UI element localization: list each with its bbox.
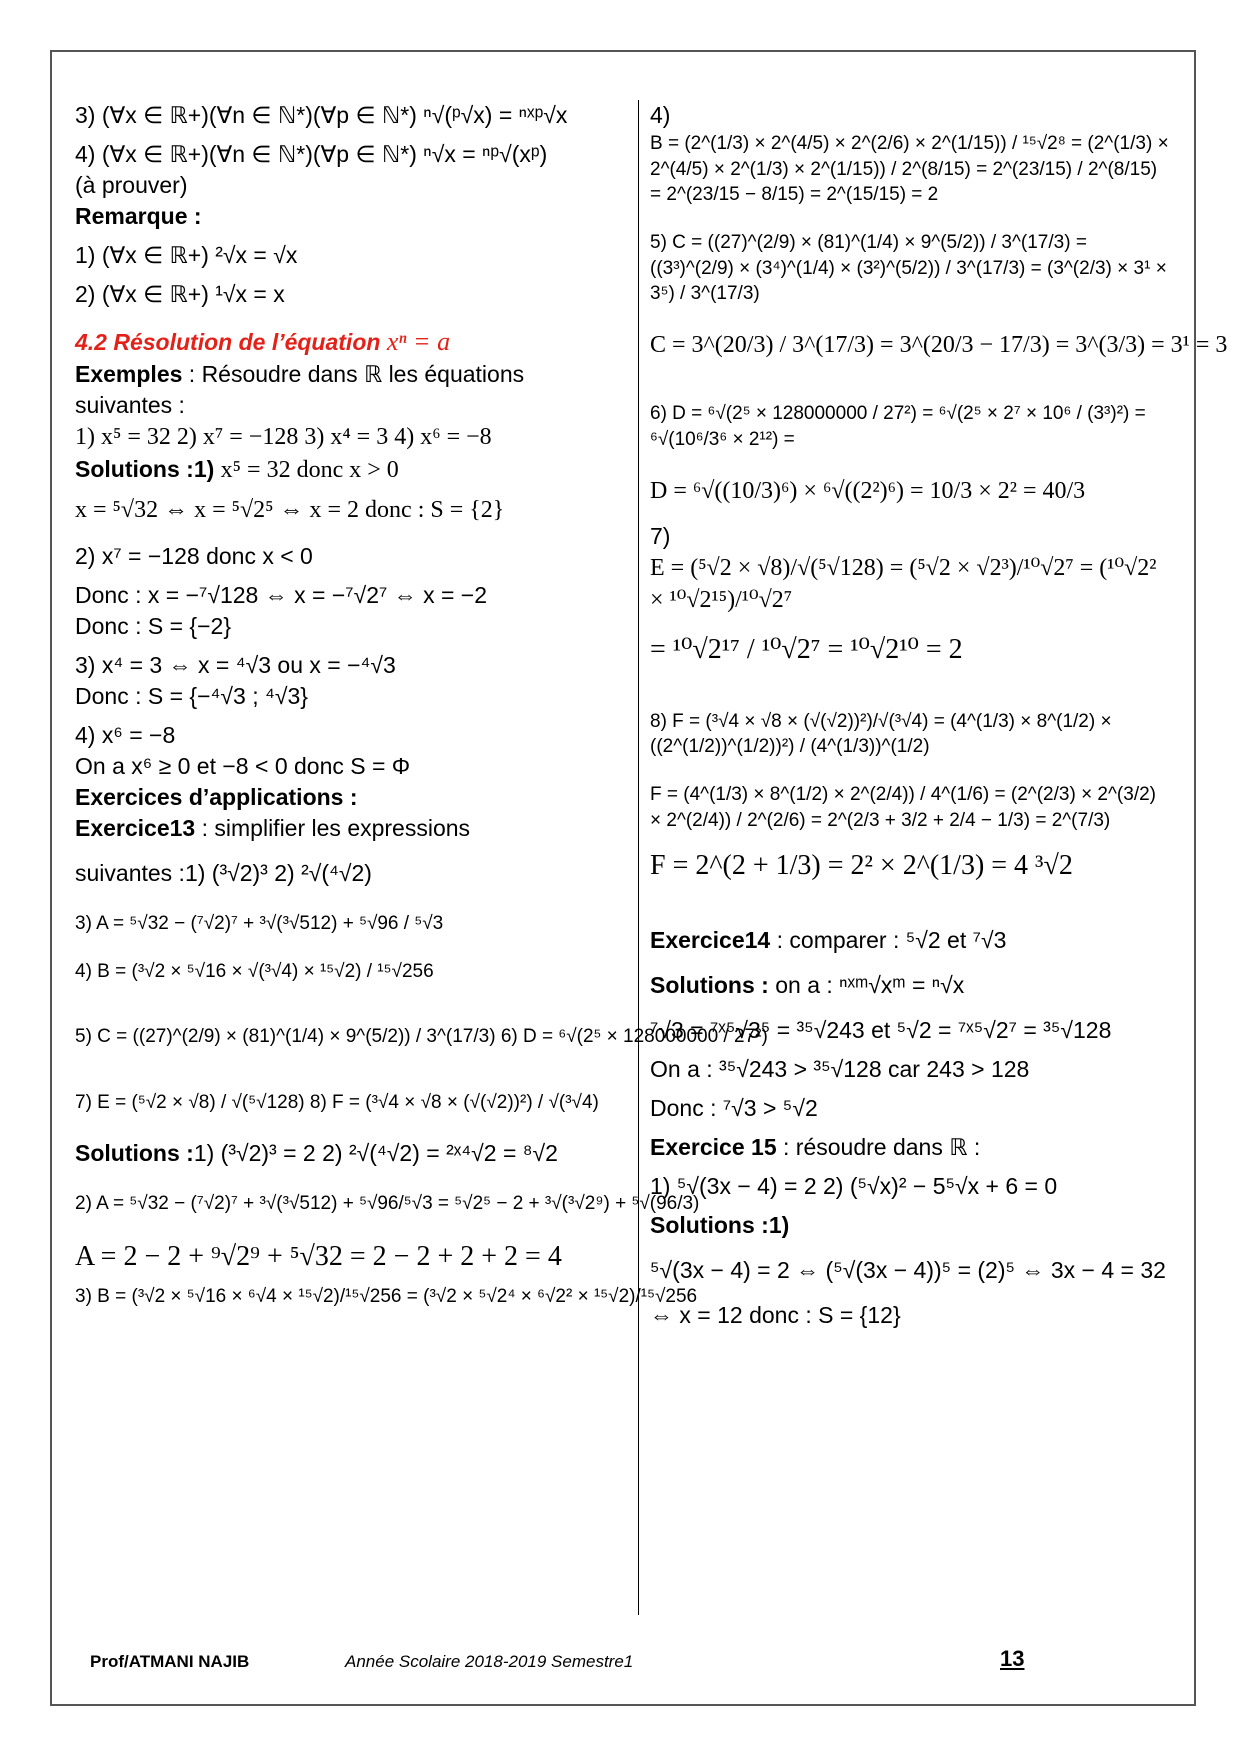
solution-2c: Donc : S = {−2} (75, 612, 232, 639)
section-title-text: 4.2 Résolution de l’équation (75, 329, 381, 356)
solution-3b: Donc : S = {−⁴√3 ; ⁴√3} (75, 682, 308, 709)
solutions13-label: Solutions : (75, 1139, 194, 1166)
r8-step: F = (4^(1/3) × 8^(1/2) × 2^(2/4)) / 4^(1/6) = (2^(2/3) × 2^(3/2) × 2^(2/4)) / 2^(2/6) = 2^(2/3 + 3/2 + 2/4 − 1/3) = 2^(7/3) (650, 783, 1156, 831)
exercice13-item-3: 3) A = ⁵√32 − (⁷√2)⁷ + ³√(³√512) + ⁵√96 / ⁵√3 (75, 913, 444, 935)
page-number: 13 (1000, 1646, 1025, 1671)
remark-2: 2) (∀x ∈ ℝ+) ¹√x = x (75, 281, 285, 308)
exemples-label: Exemples (75, 361, 183, 388)
example-equations: 1) x⁵ = 32 2) x⁷ = −128 3) x⁴ = 3 4) x⁶ = −8 (75, 424, 492, 451)
footer-year: Année Scolaire 2018-2019 Semestre1 (345, 1652, 634, 1671)
to-prove: (à prouver) (75, 172, 188, 199)
column-divider (638, 100, 639, 1615)
solution-3a: 3) x⁴ = 3 ⇔ x = ⁴√3 ou x = −⁴√3 (75, 651, 396, 678)
right-column (650, 100, 1228, 1331)
solution-2b: Donc : x = −⁷√128 ⇔ x = −⁷√2⁷ ⇔ x = −2 (75, 581, 488, 608)
solution-4b: On a x⁶ ≥ 0 et −8 < 0 donc S = Φ (75, 752, 411, 779)
exercice13-items-1-2: suivantes :1) (³√2)³ 2) ²√(⁴√2) (75, 860, 372, 887)
r7-expression: E = (⁵√2 × √8)/√(⁵√128) = (⁵√2 × √2³)/¹⁰√2⁷ = (¹⁰√2² × ¹⁰√2¹⁵)/¹⁰√2⁷ (650, 555, 1157, 614)
solution13-A-result: A = 2 − 2 + ⁹√2⁹ + ⁵√32 = 2 − 2 + 2 + 2 = 4 (75, 1241, 562, 1273)
r4-label: 4) (650, 102, 671, 128)
exercice13-text: : simplifier les expressions (195, 815, 471, 842)
exercice14-text: : comparer : ⁵√2 et ⁷√3 (770, 926, 1007, 953)
r6-result: D = ⁶√((10/3)⁶) × ⁶√((2²)⁶) = 10/3 × 2² = 40/3 (650, 477, 1086, 504)
r8-result: F = 2^(2 + 1/3) = 2² × 2^(1/3) = 4 ³√2 (650, 850, 1073, 882)
r7-label: 7) (650, 522, 671, 549)
remarque-heading: Remarque : (75, 203, 202, 230)
exercice13-label: Exercice13 (75, 815, 196, 842)
exercice13-item-4: 4) B = (³√2 × ⁵√16 × √(³√4) × ¹⁵√2) / ¹⁵√256 (75, 960, 434, 982)
exercice15-label: Exercice 15 (650, 1134, 777, 1161)
solution-2a: 2) x⁷ = −128 donc x < 0 (75, 542, 313, 569)
solutions-label: Solutions :1) (75, 455, 215, 482)
exercice14-step-b: On a : ³⁵√243 > ³⁵√128 car 243 > 128 (650, 1056, 1030, 1083)
exemples-text: : Résoudre dans ℝ les équations (182, 361, 525, 388)
exercice15-solutions-label: Solutions :1) (650, 1212, 790, 1239)
exercice13-items-5-6: 5) C = ((27)^(2/9) × (81)^(1/4) × 9^(5/2)) / 3^(17/3) 6) D = ⁶√(2⁵ × 128000000 / 27²) (75, 1026, 768, 1048)
exercice15-equations: 1) ⁵√(3x − 4) = 2 2) (⁵√x)² − 5⁵√x + 6 = 0 (650, 1173, 1058, 1200)
property-4: 4) (∀x ∈ ℝ+)(∀n ∈ ℕ*)(∀p ∈ ℕ*) ⁿ√x = ⁿᵖ√(xᵖ) (75, 141, 548, 168)
property-3: 3) (∀x ∈ ℝ+)(∀n ∈ ℕ*)(∀p ∈ ℕ*) ⁿ√(ᵖ√x) = ⁿˣᵖ√x (75, 102, 568, 128)
r4-expression: B = (2^(1/3) × 2^(4/5) × 2^(2/6) × 2^(1/15)) / ¹⁵√2⁸ = (2^(1/3) × 2^(4/5) × 2^(1/3) × 2^(1/15)) / 2^(8/15) = 2^(23/15) / 2^(8/15) = 2^(23/15 − 8/15) = 2^(15/15) = 2 (650, 133, 1169, 206)
r5-expression: 5) C = ((27)^(2/9) × (81)^(1/4) × 9^(5/2)) / 3^(17/3) = ((3³)^(2/9) × (3⁴)^(1/4) × (3²)^(5/2)) / 3^(17/3) = (3^(2/3) × 3¹ × 3⁵) / 3^(17/3) (650, 231, 1167, 305)
exercice14-conclusion: Donc : ⁷√3 > ⁵√2 (650, 1095, 818, 1122)
section-title (75, 324, 625, 359)
footer-author: Prof/ATMANI NAJIB (90, 1652, 250, 1671)
exercice15-result: ⇔ x = 12 donc : S = {12} (650, 1302, 901, 1329)
exercice14-solutions-label: Solutions : (650, 971, 769, 998)
remark-1: 1) (∀x ∈ ℝ+) ²√x = √x (75, 242, 298, 269)
solutions13-1-2: 1) (³√2)³ = 2 2) ²√(⁴√2) = ²ˣ⁴√2 = ⁸√2 (193, 1139, 558, 1166)
exercice15-step-a: ⁵√(3x − 4) = 2 ⇔ (⁵√(3x − 4))⁵ = (2)⁵ ⇔ 3x − 4 = 32 (650, 1257, 1166, 1284)
solution-1a: x⁵ = 32 donc x > 0 (220, 456, 399, 483)
r7-result: = ¹⁰√2¹⁷ / ¹⁰√2⁷ = ¹⁰√2¹⁰ = 2 (650, 633, 963, 665)
exercice14-step-a: ⁷√3 = ⁷ˣ⁵√3⁵ = ³⁵√243 et ⁵√2 = ⁷ˣ⁵√2⁷ = ³⁵√128 (650, 1017, 1112, 1044)
suivantes: suivantes : (75, 392, 185, 419)
exercice14-solution: on a : ⁿˣᵐ√xᵐ = ⁿ√x (768, 971, 965, 998)
exercice14-label: Exercice14 (650, 926, 771, 953)
r8-expression: 8) F = (³√4 × √8 × (√(√2))²)/√(³√4) = (4^(1/3) × 8^(1/2) × ((2^(1/2))^(1/2))²) / (4^(1/3))^(1/2) (650, 710, 1112, 758)
solution-1b: x = ⁵√32 ⇔ x = ⁵√2⁵ ⇔ x = 2 donc : S = {2} (75, 497, 505, 524)
exercices-heading: Exercices d’applications : (75, 783, 358, 810)
section-equation: xⁿ = a (386, 327, 451, 357)
solution13-A: 2) A = ⁵√32 − (⁷√2)⁷ + ³√(³√512) + ⁵√96/⁵√3 = ⁵√2⁵ − 2 + ³√(³√2⁹) + ⁵√(96/3) (75, 1192, 700, 1214)
solution13-B: 3) B = (³√2 × ⁵√16 × ⁶√4 × ¹⁵√2)/¹⁵√256 = (³√2 × ⁵√2⁴ × ⁶√2² × ¹⁵√2)/¹⁵√256 (75, 1286, 698, 1308)
r6-expression: 6) D = ⁶√(2⁵ × 128000000 / 27²) = ⁶√(2⁵ × 2⁷ × 10⁶ / (3³)²) = ⁶√(10⁶/3⁶ × 2¹²) = (650, 403, 1146, 450)
r5-result: C = 3^(20/3) / 3^(17/3) = 3^(20/3 − 17/3) = 3^(3/3) = 3¹ = 3 (650, 331, 1228, 358)
exercice13-items-7-8: 7) E = (⁵√2 × √8) / √(⁵√128) 8) F = (³√4 × √8 × (√(√2))²) / √(³√4) (75, 1092, 599, 1114)
exercice15-text: : résoudre dans ℝ : (776, 1134, 981, 1161)
solution-4a: 4) x⁶ = −8 (75, 721, 176, 748)
